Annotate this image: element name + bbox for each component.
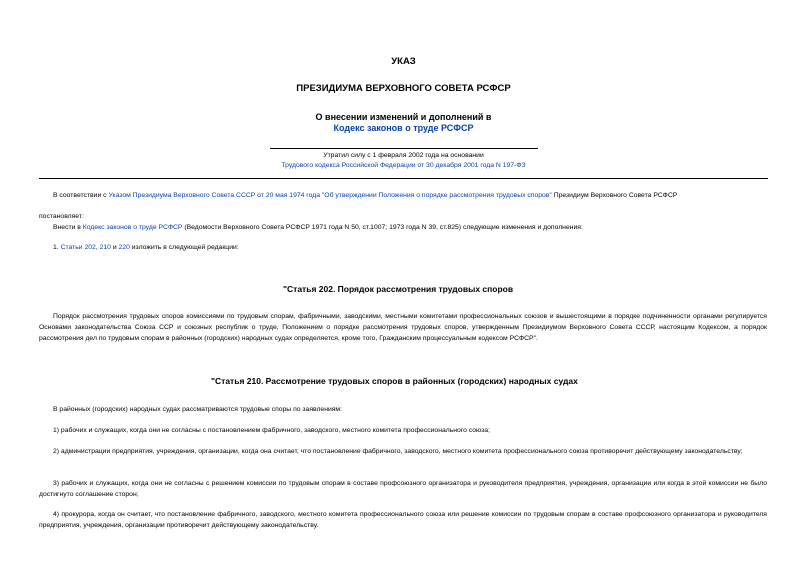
article-210-intro: В районных (городских) народных судах рассматриваются трудовые споры по заявлениям: [53,406,342,413]
subject-line: О внесении изменений и дополнений в [315,112,492,122]
status-divider [270,148,538,149]
article-210-item-1: 1) рабочих и служащих, когда они не согласны с постановлением фабричного, заводского, местного комитета профессионального союза; [53,427,490,434]
article-202-heading: "Статья 202. Порядок рассмотрения трудовых споров [283,284,514,294]
amend-prefix: Внести в [53,224,83,231]
lost-force-note: Утратил силу с 1 февраля 2002 года на основании [323,152,484,159]
article-202-text: Порядок рассмотрения трудовых споров комиссиями по трудовым спорам, фабричными, заводскими, местными комитетами профессиональных союзов и вышестоящими в порядке подчиненности органами регулируется Основами законодательства Союза ССР и союзных республик о труде, Положением о порядке рассмотрения трудовых споров, утвержденным Президиумом Верховного Совета СССР, настоящим Кодексом, а порядок рассмотрения дел по трудовым спорам в районных (городских) народных судах определяется, кроме того, Гражданским процессуальным кодексом РСФСР". [39,313,767,342]
labor-code-2001-link[interactable]: Трудового кодекса Российской Федерации от 30 декабря 2001 года N 197-ФЗ [281,162,526,169]
ussr-decree-link[interactable]: Указом Президиума Верховного Совета СССР от 20 мая 1974 года "Об утверждении Положения о порядке рассмотрения трудовых споров" [108,192,552,199]
article-210-item-3: 3) рабочих и служащих, когда они не согласны с решением комиссии по трудовым спорам в составе профсоюзного организатора и руководителя предприятия, учреждения, организации или когда в этой комиссии не было достигнуто соглашение сторон; [39,480,767,498]
header-divider [39,178,768,179]
decree-title: УКАЗ [391,56,416,67]
amend-code-link[interactable]: Кодекс законов о труде РСФСР [82,224,183,231]
labor-code-link[interactable]: Кодекс законов о труде РСФСР [333,123,474,133]
amend-paragraph [53,222,583,233]
item-1 [53,242,239,253]
item-1-number: 1. [53,244,61,251]
article-210-link[interactable]: 210 [99,244,111,251]
preamble-prefix: В соответствии с [53,192,109,199]
item-1-sep2: и [110,244,119,251]
preamble-suffix: Президиум Верховного Совета РСФСР [551,192,678,199]
article-210-item-2: 2) администрации предприятия, учреждения, организации, когда она считает, что постановление фабричного, заводского, местного комитета профессионального союза противоречит действующему законодательству; [53,448,743,455]
article-202-link[interactable]: Статьи 202 [60,244,96,251]
article-210-item-4: 4) прокурора, когда он считает, что постановление фабричного, заводского, местного комитета профессионального союза или решение комиссии по трудовым спорам в составе профсоюзного организатора и руководителя предприятия, учреждения, организации противоречит действующему законодательству. [39,511,767,529]
presidium-title: ПРЕЗИДИУМА ВЕРХОВНОГО СОВЕТА РСФСР [296,83,511,94]
preamble-paragraph [53,190,677,201]
article-220-link[interactable]: 220 [118,244,130,251]
item-1-suffix: изложить в следующей редакции: [129,244,239,251]
resolves-text: постановляет: [39,213,84,220]
amend-suffix: (Ведомости Верховного Совета РСФСР 1971 года N 50, ст.1007; 1973 года N 39, ст.825) следующие изменения и дополнения: [182,224,583,231]
item-1-sep1: , [95,244,100,251]
article-210-heading: "Статья 210. Рассмотрение трудовых споров в районных (городских) народных судах [211,376,578,386]
